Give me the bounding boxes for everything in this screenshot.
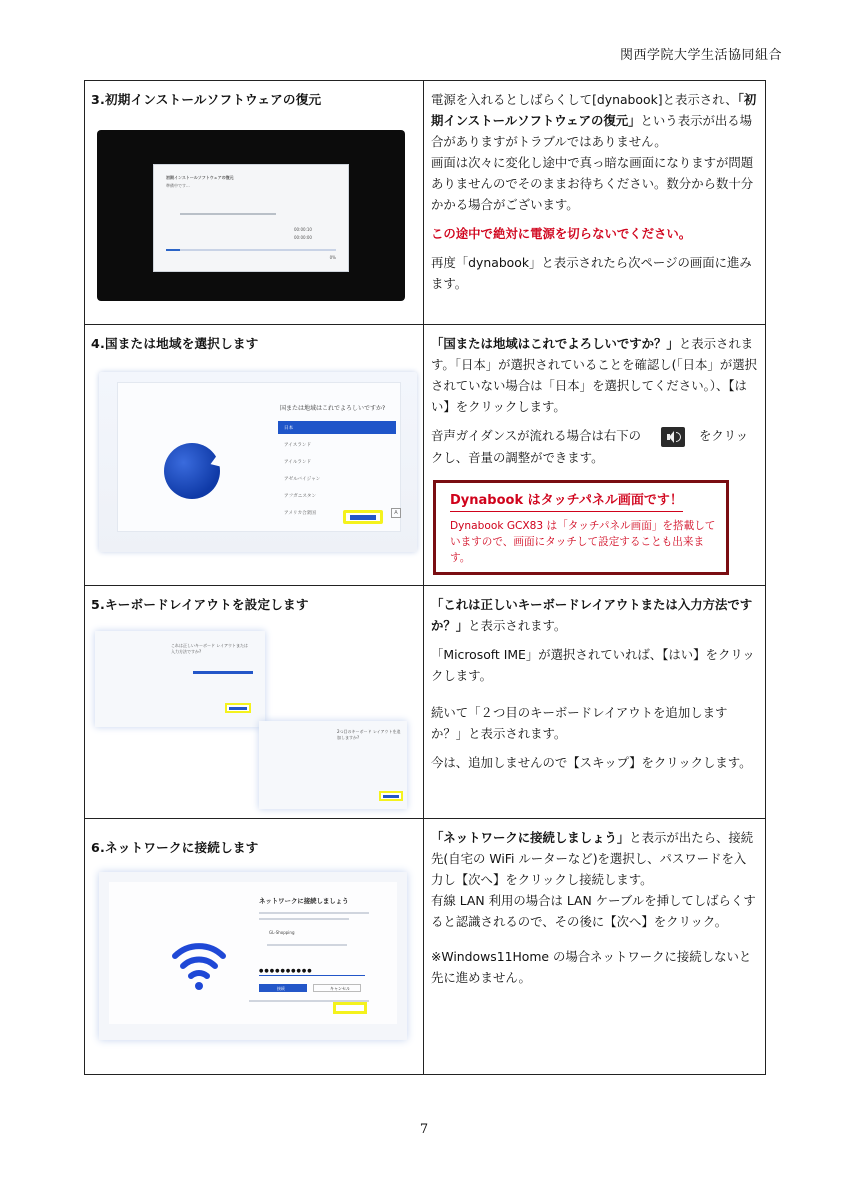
step6-p1-rest: と表示が出たら、接続先(自宅の WiFi ルーターなど)を選択し、パスワードを入力し【次へ】をクリックし接続します。 (431, 829, 754, 887)
page-number: 7 (419, 1122, 429, 1137)
restore-progress-fill (166, 249, 180, 251)
connect-button[interactable]: 接続 (259, 984, 307, 992)
step5-p1-bold: 「これは正しいキーボードレイアウトまたは入力方法ですか？」 (431, 596, 753, 633)
keyboard-yes-button[interactable] (225, 703, 251, 713)
keyboard-screenshot-2 (259, 721, 407, 809)
yes-button[interactable] (343, 510, 383, 524)
region-option-2[interactable]: アイスランド (284, 443, 312, 448)
speaker-icon (661, 427, 685, 447)
step3-row (85, 81, 766, 325)
step5-paragraph-2: 「Microsoft IME」が選択されていれば、【はい】をクリックします。 (431, 646, 755, 683)
restore-percent: 0% (329, 255, 336, 260)
keyboard-question-1: これは正しいキーボード レイアウトまたは入力方法ですか? (171, 642, 248, 654)
step5-title: 5.キーボードレイアウトを設定します (91, 596, 309, 612)
step6-left-cell (85, 818, 424, 1074)
step4-p1-bold: 「国または地域はこれでよろしいですか？」 (431, 336, 679, 351)
step3-left-cell (85, 81, 424, 325)
keyboard-skip-button[interactable] (379, 791, 403, 801)
step3-p1-bold: 「初期インストールソフトウェアの復元」 (431, 92, 757, 128)
step3-paragraph-3: 再度「dynabook」と表示されたら次ページの画面に進みます。 (431, 255, 752, 291)
step5-left-cell (85, 585, 424, 818)
step3-right-cell (424, 81, 766, 325)
keyboard-question-2: 2つ目のキーボード レイアウトを追加しますか? (337, 728, 401, 740)
keyboard-icon[interactable]: A (391, 508, 401, 518)
region-option-4[interactable]: アゼルバイジャン (284, 477, 321, 482)
step4-right-cell (424, 325, 766, 586)
region-option-5[interactable]: アフガニスタン (284, 494, 317, 499)
cancel-button[interactable]: キャンセル (313, 984, 361, 992)
step4-title: 4.国または地域を選択します (91, 336, 259, 351)
step6-screenshot (99, 872, 407, 1040)
step5-paragraph-3: 続いて「２つ目のキーボードレイアウトを追加しますか？」と表示されます。 (431, 704, 728, 741)
password-field[interactable]: ●●●●●●●●●● (259, 968, 365, 976)
step6-p1-bold: 「ネットワークに接続しましょう」 (431, 829, 630, 845)
restore-dialog-title: 初期インストールソフトウェアの復元 (166, 175, 234, 180)
next-button[interactable] (333, 1002, 367, 1014)
step5-paragraph-1 (431, 594, 758, 636)
step5-paragraph-4: 今は、追加しませんので【スキップ】をクリックします。 (431, 754, 752, 770)
region-option-6[interactable]: アメリカ合衆国 (284, 511, 316, 516)
step6-paragraph-3: ※Windows11Home の場合ネットワークに接続しないと先に進めません。 (431, 948, 752, 985)
step6-right-cell (424, 818, 766, 1074)
step4-screenshot (99, 372, 417, 552)
step4-paragraph-1 (431, 333, 758, 417)
step6-paragraph-1 (431, 827, 758, 890)
step4-p1-rest: と表示されます。「日本」が選択されていることを確認し(「日本」が選択されていない場合は「日本」を選択してください。）、【はい】をクリックします。 (431, 336, 757, 414)
restore-progress-bar (166, 249, 336, 251)
step3-paragraph-2: 画面は次々に変化し途中で真っ暗な画面になりますが問題ありませんのでそのままお待ちください。数分から数十分かかる場合がございます。 (431, 155, 754, 212)
step3-p1-a: 電源を入れるとしばらくして[dynabook]と表示され、 (431, 92, 738, 107)
step4-p2-b: をクリックし、音量の調整ができます。 (431, 428, 749, 465)
step6-title: 6.ネットワークに接続します (91, 839, 259, 855)
note-title: Dynabook はタッチパネル画面です！ (450, 491, 683, 512)
step6-paragraph-2: 有線 LAN 利用の場合は LAN ケーブルを挿してしばらくすると認識されるので、その後に【次へ】をクリック。 (431, 892, 756, 929)
step5-p1-rest: と表示されます。 (468, 617, 567, 633)
region-option-1[interactable]: 日本 (278, 421, 396, 434)
step6-row (85, 818, 766, 1074)
network-title: ネットワークに接続しましょう (259, 896, 349, 905)
restore-row1-time: 00:00:10 (294, 227, 312, 232)
wifi-icon (169, 934, 229, 994)
region-question: 国または地域はこれでよろしいですか? (280, 405, 386, 412)
network-name[interactable]: GL-Shopping (269, 929, 295, 935)
restore-dialog-subtitle: 準備中です... (166, 183, 190, 188)
step4-p2-a: 音声ガイダンスが流れる場合は右下の (431, 428, 642, 443)
microsoft-ime-option[interactable] (193, 671, 253, 674)
step3-title: 3.初期インストールソフトウェアの復元 (91, 92, 322, 107)
restore-dialog-text-line (180, 213, 276, 215)
network-entry-line (267, 944, 347, 946)
step3-warning: この途中で絶対に電源を切らないでください。 (431, 226, 692, 241)
step5-screenshots (91, 613, 417, 818)
restore-dialog (153, 164, 349, 272)
step4-row (85, 325, 766, 586)
network-desc-line (259, 912, 369, 914)
step3-paragraph-1 (431, 89, 758, 152)
setup-steps-table (84, 80, 766, 1075)
step5-row (85, 585, 766, 818)
restore-row2-time: 00:00:00 (294, 235, 312, 240)
step5-right-cell (424, 585, 766, 818)
touch-panel-note (433, 480, 729, 575)
step3-p1-b: という表示が出る場合がありますがトラブルではありません。 (431, 113, 753, 149)
organization-name: 関西学院大学生活協同組合 (619, 48, 782, 63)
region-option-3[interactable]: アイルランド (284, 460, 312, 465)
step4-paragraph-2 (431, 425, 758, 468)
keyboard-screenshot-1 (95, 631, 265, 727)
step3-screenshot (97, 130, 405, 301)
note-body: Dynabook GCX83 は「タッチパネル画面」を搭載していますので、画面にタッチして設定することも出来ます。 (450, 519, 716, 564)
network-desc-line-2 (259, 918, 349, 920)
yes-button-fill (350, 515, 376, 520)
step4-left-cell (85, 325, 424, 586)
